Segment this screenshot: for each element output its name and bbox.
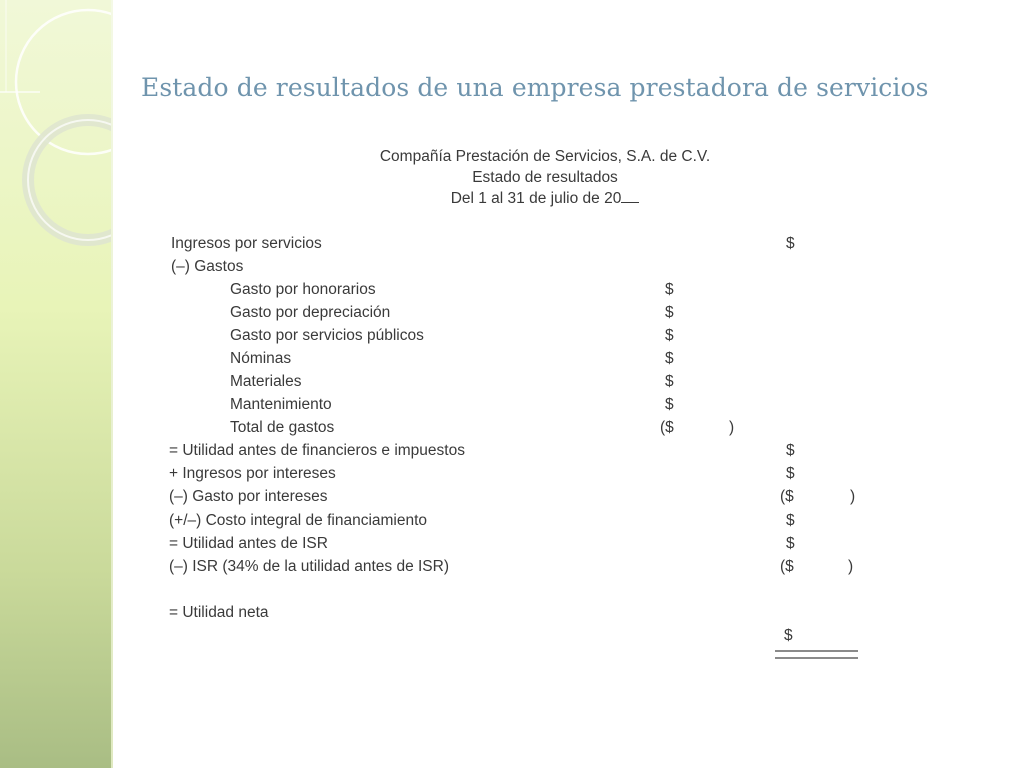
statement-row (0, 235, 1024, 257)
row-amount: $ (786, 535, 795, 552)
statement-row (0, 535, 1024, 557)
period-text: Del 1 al 31 de julio de 20 (450, 190, 622, 207)
double-underline (775, 650, 858, 659)
row-amount: ($ (780, 488, 794, 505)
row-amount-close: ) (729, 419, 735, 436)
row-label: (–) ISR (34% de la utilidad antes de ISR) (169, 558, 449, 575)
row-amount: $ (665, 396, 674, 413)
company-name: Compañía Prestación de Servicios, S.A. de C.V. (379, 148, 711, 165)
statement-row (0, 604, 1024, 626)
slide-title: Estado de resultados de una empresa prestadora de servicios (141, 73, 929, 102)
row-amount-close: ) (850, 488, 856, 505)
row-label: = Utilidad antes de ISR (169, 535, 328, 552)
row-amount: $ (786, 465, 795, 482)
statement-row (0, 373, 1024, 395)
row-label: (–) Gasto por intereses (169, 488, 328, 505)
statement-row (0, 350, 1024, 372)
row-amount: $ (665, 304, 674, 321)
net-income-row (0, 627, 1024, 649)
row-label: Total de gastos (230, 419, 335, 436)
statement-row (0, 396, 1024, 418)
row-label: = Utilidad antes de financieros e impuestos (169, 442, 465, 459)
statement-row (0, 281, 1024, 303)
row-amount: $ (665, 350, 674, 367)
row-label: Materiales (230, 373, 302, 390)
row-amount-close: ) (848, 558, 854, 575)
row-label: Nóminas (230, 350, 292, 367)
statement-row (0, 442, 1024, 464)
row-label: (–) Gastos (171, 258, 244, 275)
net-income-amount: $ (784, 627, 793, 644)
row-amount: $ (665, 281, 674, 298)
row-amount: ($ (660, 419, 674, 436)
row-label: Gasto por depreciación (230, 304, 391, 321)
row-label: Gasto por honorarios (230, 281, 376, 298)
row-amount: $ (786, 512, 795, 529)
statement-row (0, 419, 1024, 441)
statement-row (0, 304, 1024, 326)
statement-row (0, 488, 1024, 510)
row-label: (+/–) Costo integral de financiamiento (169, 512, 428, 529)
row-amount: $ (786, 235, 795, 252)
statement-row (0, 558, 1024, 580)
row-label: Ingresos por servicios (171, 235, 322, 252)
row-label: Gasto por servicios públicos (230, 327, 424, 344)
statement-row (0, 327, 1024, 349)
row-amount: $ (665, 373, 674, 390)
row-amount: ($ (780, 558, 794, 575)
row-amount: $ (786, 442, 795, 459)
report-name: Estado de resultados (472, 169, 618, 186)
statement-row (0, 512, 1024, 534)
statement-row (0, 258, 1024, 280)
statement-row (0, 465, 1024, 487)
row-label: = Utilidad neta (169, 604, 269, 621)
row-label: + Ingresos por intereses (169, 465, 336, 482)
row-label: Mantenimiento (230, 396, 332, 413)
row-amount: $ (665, 327, 674, 344)
